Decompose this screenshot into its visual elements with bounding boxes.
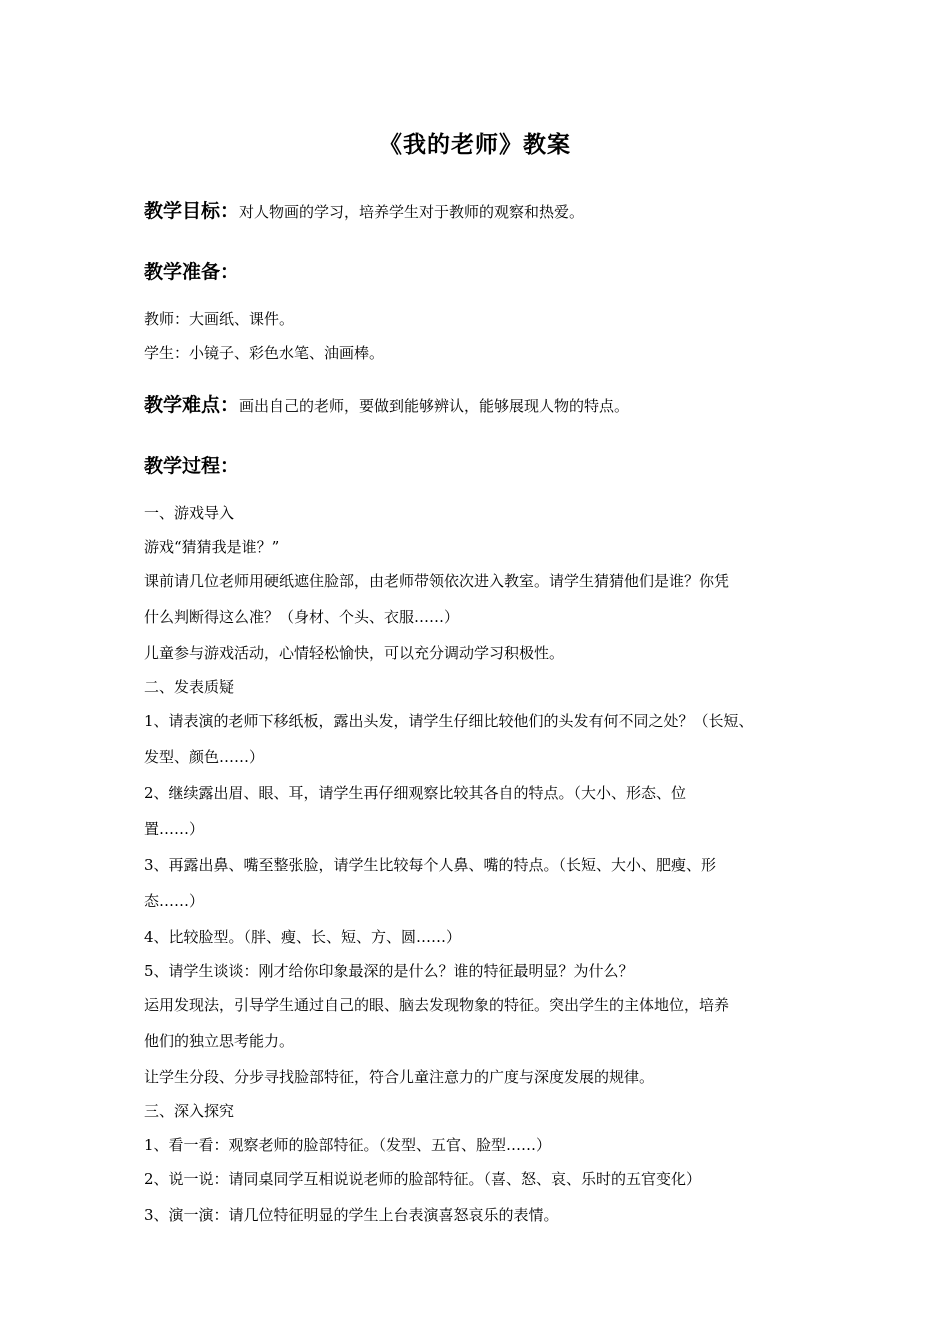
process-line: 3、演一演：请几位特征明显的学生上台表演喜怒哀乐的表情。 bbox=[144, 1206, 559, 1224]
process-line: 1、请表演的老师下移纸板，露出头发，请学生仔细比较他们的头发有何不同之处？（长短、 bbox=[144, 712, 754, 730]
process-line: 一、游戏导入 bbox=[144, 504, 235, 522]
process-line: 4、比较脸型。（胖、瘦、长、短、方、圆……） bbox=[144, 928, 462, 946]
goal-section bbox=[144, 196, 834, 223]
process-line: 游戏“猜猜我是谁？” bbox=[144, 538, 280, 556]
process-line: 二、发表质疑 bbox=[144, 678, 235, 696]
goal-text: 对人物画的学习，培养学生对于教师的观察和热爱。 bbox=[239, 203, 585, 221]
process-line: 2、说一说：请同桌同学互相说说老师的脸部特征。（喜、怒、哀、乐时的五官变化） bbox=[144, 1170, 702, 1188]
process-line: 1、看一看：观察老师的脸部特征。（发型、五官、脸型……） bbox=[144, 1136, 552, 1154]
process-line: 让学生分段、分步寻找脸部特征，符合儿童注意力的广度与深度发展的规律。 bbox=[144, 1068, 655, 1086]
process-section bbox=[144, 451, 834, 478]
process-line: 态……） bbox=[144, 892, 205, 910]
difficulty-label: 教学难点： bbox=[144, 394, 240, 416]
process-line: 他们的独立思考能力。 bbox=[144, 1032, 295, 1050]
process-line: 儿童参与游戏活动，心情轻松愉快，可以充分调动学习积极性。 bbox=[144, 644, 565, 662]
difficulty-text: 画出自己的老师，要做到能够辨认，能够展现人物的特点。 bbox=[239, 397, 630, 415]
process-label: 教学过程： bbox=[144, 455, 240, 477]
process-line: 置……） bbox=[144, 820, 205, 838]
process-line: 5、请学生谈谈：刚才给你印象最深的是什么？谁的特征最明显？为什么？ bbox=[144, 962, 634, 980]
prep-label: 教学准备： bbox=[144, 261, 240, 283]
prep-item-teacher: 教师：大画纸、课件。 bbox=[144, 310, 295, 328]
prep-item-student: 学生：小镜子、彩色水笔、油画棒。 bbox=[144, 344, 385, 362]
goal-label: 教学目标： bbox=[144, 200, 240, 222]
process-line: 课前请几位老师用硬纸遮住脸部，由老师带领依次进入教室。请学生猜猜他们是谁？你凭 bbox=[144, 572, 730, 590]
process-line: 发型、颜色……） bbox=[144, 748, 265, 766]
process-line: 三、深入探究 bbox=[144, 1102, 235, 1120]
process-line: 2、继续露出眉、眼、耳，请学生再仔细观察比较其各自的特点。（大小、形态、位 bbox=[144, 784, 687, 802]
document-title: 《我的老师》教案 bbox=[379, 131, 571, 158]
prep-section bbox=[144, 257, 834, 284]
process-line: 什么判断得这么准？（身材、个头、衣服……） bbox=[144, 608, 460, 626]
process-line: 3、再露出鼻、嘴至整张脸，请学生比较每个人鼻、嘴的特点。（长短、大小、肥瘦、形 bbox=[144, 856, 717, 874]
difficulty-section bbox=[144, 390, 834, 417]
process-line: 运用发现法，引导学生通过自己的眼、脑去发现物象的特征。突出学生的主体地位，培养 bbox=[144, 996, 730, 1014]
